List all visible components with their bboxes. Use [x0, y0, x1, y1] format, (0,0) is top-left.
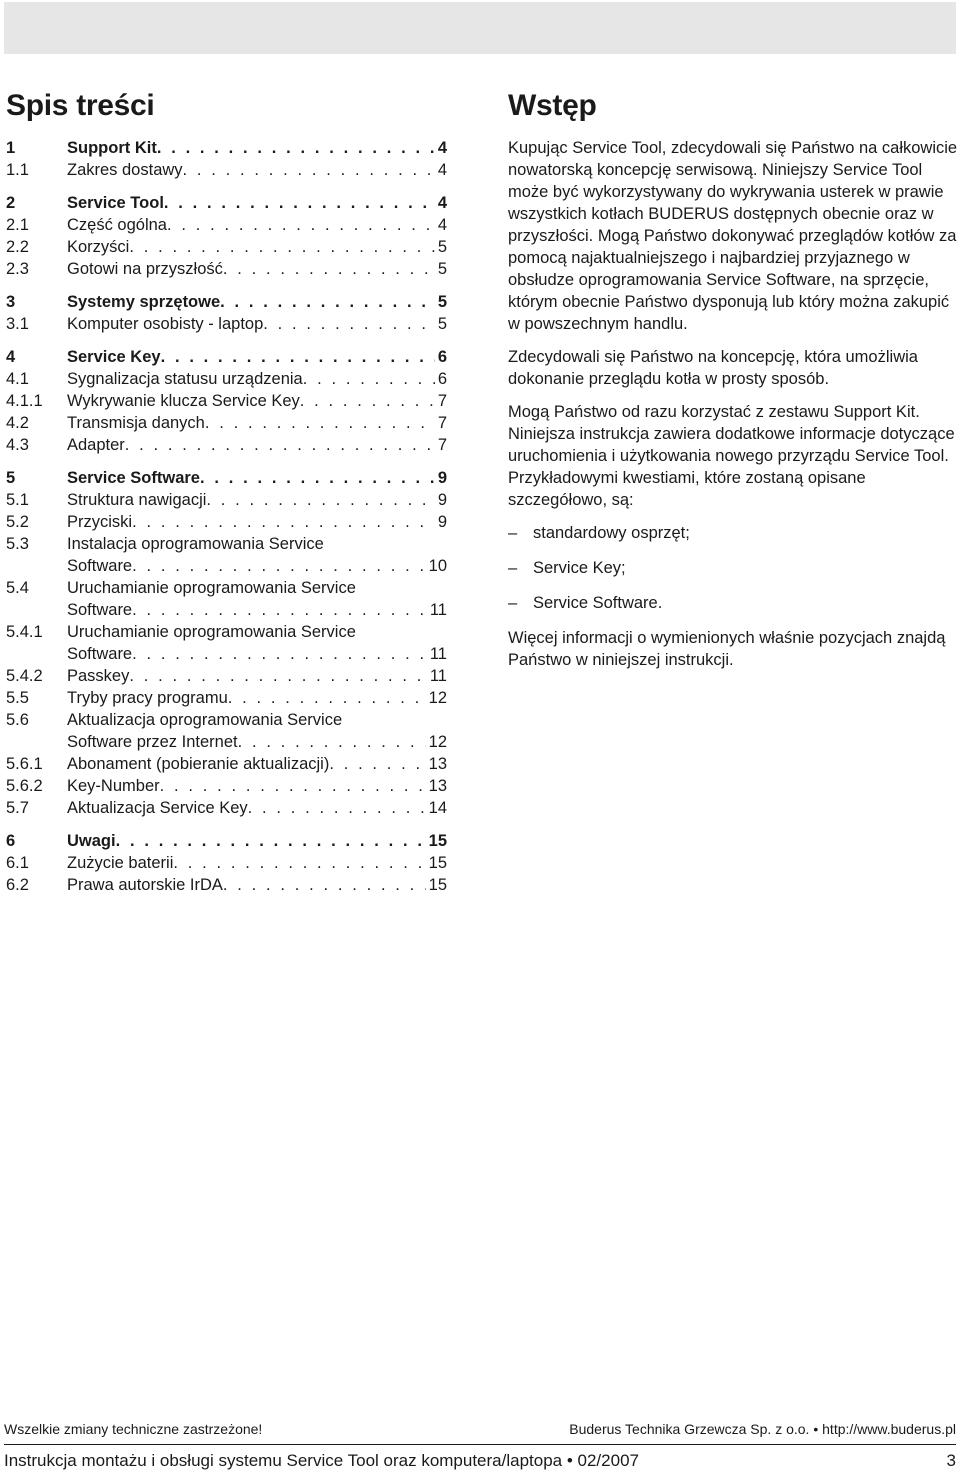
- toc-entry-number: 4.2: [6, 414, 29, 432]
- toc-entry-page: 11: [429, 645, 447, 663]
- toc-entry-number: 3: [6, 293, 16, 311]
- toc-leader-dots: [160, 775, 426, 797]
- footer-divider: [4, 1444, 956, 1445]
- toc-entry-label: Abonament (pobieranie aktualizacji): [67, 755, 330, 773]
- toc-entry-page: 10: [428, 557, 447, 575]
- toc-entry[interactable]: [6, 753, 447, 775]
- toc-entry-label: Przyciski: [67, 513, 133, 531]
- toc-entry-number: 2: [6, 194, 16, 212]
- table-of-contents: [6, 137, 447, 907]
- toc-entry[interactable]: [6, 390, 447, 412]
- toc-entry-page: 6: [437, 348, 447, 366]
- toc-entry[interactable]: [6, 874, 447, 896]
- toc-leader-dots: [238, 731, 426, 753]
- toc-entry-page: 7: [437, 392, 447, 410]
- toc-entry-number: 4.1.1: [6, 392, 43, 410]
- toc-leader-dots: [132, 643, 427, 665]
- toc-section: [6, 467, 447, 819]
- dash-bullet: –: [508, 594, 518, 612]
- dash-bullet: –: [508, 559, 518, 577]
- toc-entry-number: 5.4: [6, 579, 29, 597]
- toc-entry-label: Komputer osobisty - laptop: [67, 315, 264, 333]
- toc-entry-label: Transmisja danych: [67, 414, 205, 432]
- toc-entry-number: 5.4.1: [6, 623, 43, 641]
- toc-entry-page: 9: [437, 491, 447, 509]
- toc-leader-dots: [223, 258, 435, 280]
- page-number: 3: [946, 1451, 956, 1470]
- toc-entry-page: 11: [429, 667, 447, 685]
- toc-entry-label: Aktualizacja Service Key: [67, 799, 248, 817]
- toc-entry-page: 4: [437, 194, 447, 212]
- intro-section: [508, 137, 960, 682]
- toc-entry[interactable]: [6, 368, 447, 390]
- toc-leader-dots: [161, 346, 435, 368]
- toc-entry[interactable]: [6, 313, 447, 335]
- list-item-label: Service Key;: [533, 559, 626, 577]
- toc-leader-dots: [183, 159, 435, 181]
- toc-entry-label: Korzyści: [67, 238, 130, 256]
- toc-entry-page: 4: [437, 139, 447, 157]
- toc-entry-number: 6.1: [6, 854, 29, 872]
- toc-entry-page: 4: [437, 161, 447, 179]
- toc-entry[interactable]: [6, 577, 447, 621]
- toc-entry-page: 14: [428, 799, 447, 817]
- list-item: [508, 592, 960, 614]
- toc-entry-label: Passkey: [67, 667, 130, 685]
- toc-entry-number: 6: [6, 832, 16, 850]
- toc-title: Spis treści: [6, 89, 155, 122]
- list-item: [508, 557, 960, 579]
- toc-entry-label: Tryby pracy programu: [67, 689, 228, 707]
- toc-entry-page: 5: [437, 293, 447, 311]
- toc-section: [6, 346, 447, 456]
- toc-entry-label: Instalacja oprogramowania Service: [67, 535, 324, 553]
- toc-entry-label: Software: [67, 645, 133, 663]
- toc-entry-number: 6.2: [6, 876, 29, 894]
- toc-entry[interactable]: [6, 775, 447, 797]
- toc-leader-dots: [116, 830, 426, 852]
- toc-leader-dots: [263, 313, 435, 335]
- toc-entry[interactable]: [6, 258, 447, 280]
- toc-entry-label: Adapter: [67, 436, 125, 454]
- toc-leader-dots: [220, 291, 435, 313]
- toc-entry-label: Service Key: [67, 348, 161, 366]
- toc-section: [6, 137, 447, 181]
- intro-paragraph-2: Zdecydowali się Państwo na koncepcję, która umożliwia dokonanie przeglądu kotła w prosty sposób.: [508, 348, 918, 388]
- toc-entry[interactable]: [6, 709, 447, 753]
- toc-leader-dots: [129, 665, 427, 687]
- toc-entry-label: Prawa autorskie IrDA: [67, 876, 223, 894]
- toc-entry-page: 15: [428, 876, 447, 894]
- toc-entry-page: 12: [428, 689, 447, 707]
- toc-entry[interactable]: [6, 797, 447, 819]
- toc-entry-number: 5.6: [6, 711, 29, 729]
- toc-leader-dots: [129, 236, 434, 258]
- toc-entry-label: Struktura nawigacji: [67, 491, 207, 509]
- toc-entry-label: Aktualizacja oprogramowania Service: [67, 711, 343, 729]
- toc-entry-number: 4.1: [6, 370, 29, 388]
- toc-leader-dots: [228, 687, 426, 709]
- toc-entry[interactable]: [6, 291, 447, 313]
- toc-entry-label: Key-Number: [67, 777, 160, 795]
- toc-entry[interactable]: [6, 467, 447, 489]
- toc-entry[interactable]: [6, 830, 447, 852]
- footer-company-line: [569, 1420, 956, 1438]
- toc-entry[interactable]: [6, 236, 447, 258]
- toc-entry-page: 7: [437, 436, 447, 454]
- toc-entry-page: 9: [437, 513, 447, 531]
- dash-bullet: –: [508, 524, 518, 542]
- toc-entry-number: 5.4.2: [6, 667, 43, 685]
- toc-entry-number: 4.3: [6, 436, 29, 454]
- toc-entry-label: Service Tool: [67, 194, 164, 212]
- toc-entry[interactable]: [6, 192, 447, 214]
- toc-entry[interactable]: [6, 159, 447, 181]
- toc-entry-page: 4: [437, 216, 447, 234]
- toc-entry-number: 1: [6, 139, 16, 157]
- toc-entry-page: 15: [428, 832, 447, 850]
- toc-entry-label: Gotowi na przyszłość: [67, 260, 223, 278]
- toc-entry[interactable]: [6, 489, 447, 511]
- toc-section: [6, 291, 447, 335]
- toc-entry-number: 5.3: [6, 535, 29, 553]
- toc-entry-number: 2.2: [6, 238, 29, 256]
- toc-entry-label: Uruchamianie oprogramowania Service: [67, 579, 356, 597]
- toc-leader-dots: [223, 874, 426, 896]
- toc-entry-page: 15: [428, 854, 447, 872]
- toc-entry-number: 3.1: [6, 315, 29, 333]
- toc-entry[interactable]: [6, 137, 447, 159]
- toc-entry-number: 5.5: [6, 689, 29, 707]
- toc-entry-number: 5: [6, 469, 16, 487]
- toc-leader-dots: [167, 214, 435, 236]
- toc-leader-dots: [164, 192, 435, 214]
- toc-entry[interactable]: [6, 665, 447, 687]
- list-item-label: Service Software.: [533, 594, 663, 612]
- toc-leader-dots: [329, 753, 425, 775]
- toc-entry-number: 5.2: [6, 513, 29, 531]
- toc-entry[interactable]: [6, 852, 447, 874]
- toc-entry[interactable]: [6, 346, 447, 368]
- toc-entry-label: Software: [67, 601, 133, 619]
- toc-leader-dots: [173, 852, 425, 874]
- toc-entry-page: 6: [437, 370, 447, 388]
- intro-paragraph-4: Więcej informacji o wymienionych właśnie pozycjach znajdą Państwo w niniejszej instrukcji.: [508, 629, 946, 669]
- toc-entry-page: 11: [429, 601, 447, 619]
- topics-list: [508, 522, 960, 614]
- toc-entry-page: 13: [428, 755, 447, 773]
- toc-leader-dots: [132, 511, 435, 533]
- toc-leader-dots: [248, 797, 426, 819]
- toc-entry-page: 5: [437, 238, 447, 256]
- toc-leader-dots: [205, 412, 435, 434]
- toc-leader-dots: [157, 137, 435, 159]
- toc-entry[interactable]: [6, 511, 447, 533]
- toc-entry-label: Support Kit: [67, 139, 157, 157]
- toc-entry-number: 2.1: [6, 216, 29, 234]
- toc-entry[interactable]: [6, 687, 447, 709]
- toc-leader-dots: [132, 599, 427, 621]
- footer-url[interactable]: http://www.buderus.pl: [822, 1421, 956, 1437]
- list-item-label: standardowy osprzęt;: [533, 524, 690, 542]
- toc-section: [6, 830, 447, 896]
- footer-separator: •: [813, 1421, 819, 1437]
- toc-entry[interactable]: [6, 533, 447, 577]
- footer-notice: Wszelkie zmiany techniczne zastrzeżone!: [4, 1421, 263, 1437]
- toc-entry-page: 5: [437, 260, 447, 278]
- toc-entry-label: Wykrywanie klucza Service Key: [67, 392, 300, 410]
- toc-entry-number: 2.3: [6, 260, 29, 278]
- intro-paragraph-3: Mogą Państwo od razu korzystać z zestawu Support Kit. Niniejsza instrukcja zawiera dodatkowe informacje dotyczące uruchomienia i użytkowania nowego przyrządu Service Tool. Przykładowymi kwestiami, które zostaną opisane szczegółowo, są:: [508, 403, 955, 509]
- toc-entry-page: 5: [437, 315, 447, 333]
- toc-entry-label: Systemy sprzętowe: [67, 293, 221, 311]
- footer-company: Buderus Technika Grzewcza Sp. z o.o.: [569, 1421, 810, 1437]
- toc-entry[interactable]: [6, 214, 447, 236]
- toc-entry-page: 12: [428, 733, 447, 751]
- toc-entry-page: 7: [437, 414, 447, 432]
- toc-entry-label: Software przez Internet: [67, 733, 238, 751]
- header-band: [4, 2, 956, 54]
- toc-leader-dots: [132, 555, 426, 577]
- toc-entry[interactable]: [6, 621, 447, 665]
- intro-title: Wstęp: [508, 89, 597, 122]
- toc-entry-number: 5.7: [6, 799, 29, 817]
- toc-entry-number: 5.6.1: [6, 755, 43, 773]
- toc-entry-label: Zużycie baterii: [67, 854, 174, 872]
- list-item: [508, 522, 960, 544]
- toc-leader-dots: [206, 489, 434, 511]
- toc-section: [6, 192, 447, 280]
- toc-entry-label: Sygnalizacja statusu urządzenia: [67, 370, 303, 388]
- toc-entry-number: 5.6.2: [6, 777, 43, 795]
- toc-entry-number: 4: [6, 348, 16, 366]
- toc-entry-page: 13: [428, 777, 447, 795]
- toc-entry-label: Część ogólna: [67, 216, 167, 234]
- toc-entry[interactable]: [6, 412, 447, 434]
- toc-entry[interactable]: [6, 434, 447, 456]
- toc-entry-label: Uwagi: [67, 832, 116, 850]
- toc-entry-label: Zakres dostawy: [67, 161, 183, 179]
- toc-entry-label: Software: [67, 557, 133, 575]
- toc-leader-dots: [125, 434, 435, 456]
- toc-entry-label: Uruchamianie oprogramowania Service: [67, 623, 356, 641]
- toc-entry-number: 1.1: [6, 161, 29, 179]
- toc-leader-dots: [303, 368, 435, 390]
- toc-entry-label: Service Software: [67, 469, 200, 487]
- toc-leader-dots: [300, 390, 435, 412]
- toc-leader-dots: [200, 467, 435, 489]
- document-title: Instrukcja montażu i obsługi systemu Service Tool oraz komputera/laptopa • 02/2007: [4, 1451, 639, 1470]
- toc-entry-page: 9: [437, 469, 447, 487]
- toc-entry-number: 5.1: [6, 491, 29, 509]
- intro-paragraph-1: Kupując Service Tool, zdecydowali się Państwo na całkowicie nowatorską koncepcję serwisową. Niniejszy Service Tool może być wykorzystywany do wykrywania usterek w prawie wszystkich kotłach BUDERUS dostępnych obecnie oraz w przyszłości. Mogą Państwo dokonywać przeglądów kotłów za pomocą najaktualniejszego i najbardziej przyjaznego w obsłudze oprogramowania Service Software, na sprzęcie, którym obecnie Państwo dysponują lub który można zakupić w powszechnym handlu.: [508, 139, 958, 333]
